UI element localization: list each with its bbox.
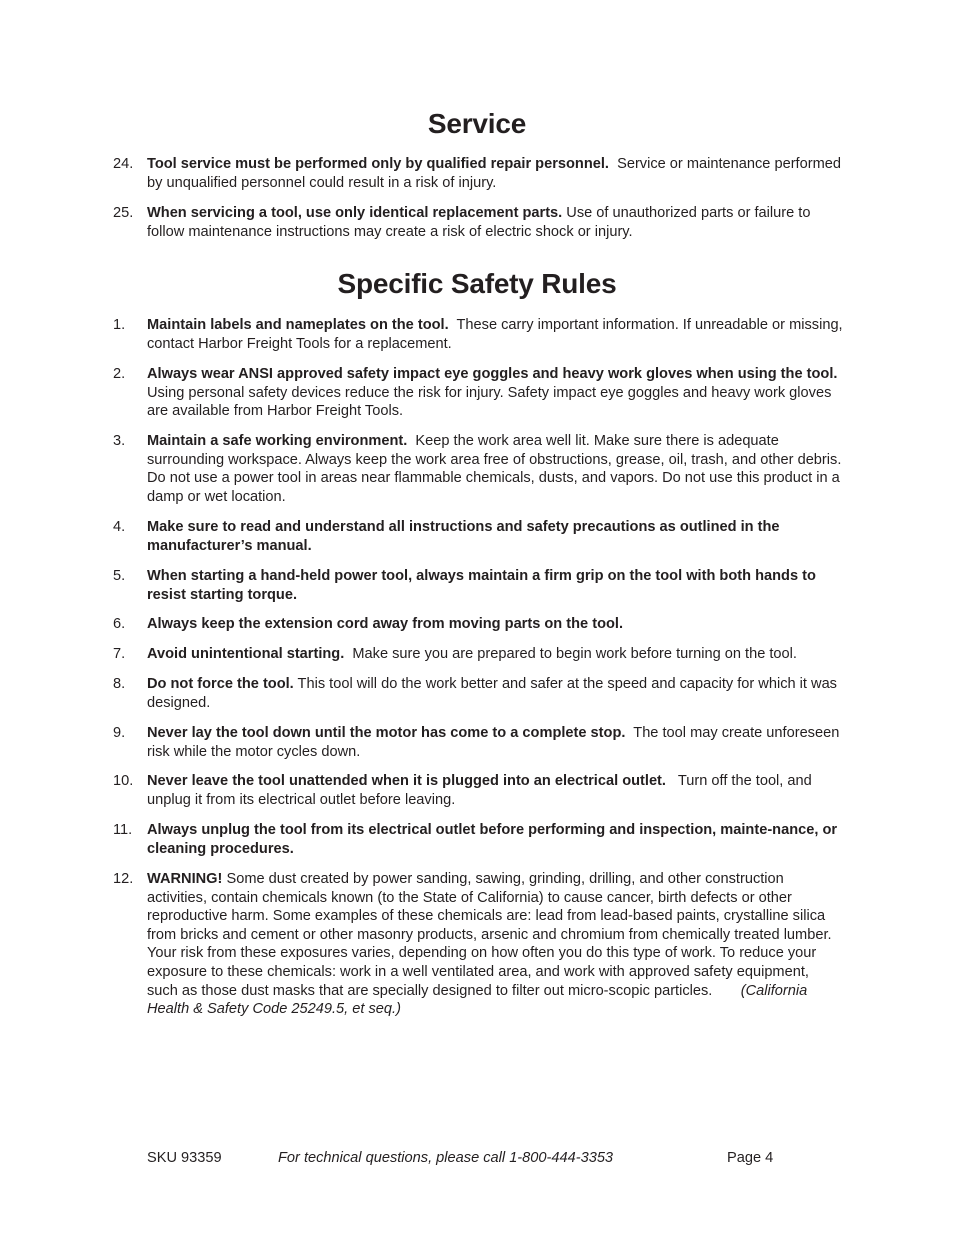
- item-number: 4.: [113, 519, 126, 535]
- item-bold-text: Avoid unintentional starting.: [147, 646, 345, 662]
- item-number: 3.: [113, 433, 126, 449]
- item-text: Use of unauthorized parts or failure to follow maintenance instructions may create a risk of electric shock or injury.: [147, 205, 811, 240]
- safety-item-11: [113, 821, 843, 858]
- footer-page-number: Page 4: [727, 1150, 774, 1166]
- item-number: 2.: [113, 366, 126, 382]
- item-text: Keep the work area well lit. Make sure there is adequate surrounding workspace. Always keep the work area free of obstructions, grease, oil, trash, and other debris. Do not use a power tool in areas near flammable chemicals, dusts, and vapors. Do not use this product in a damp or wet location.: [147, 433, 842, 505]
- item-bold-text: When servicing a tool, use only identical replacement parts.: [147, 205, 563, 221]
- item-bold-text: Always keep the extension cord away from moving parts on the tool.: [147, 616, 624, 632]
- safety-rules-heading: Specific Safety Rules: [337, 268, 617, 299]
- item-number: 12.: [113, 871, 134, 887]
- item-text: This tool will do the work better and safer at the speed and capacity for which it was designed.: [147, 676, 837, 711]
- legal-citation: (California Health & Safety Code 25249.5, et seq.): [147, 982, 808, 1018]
- item-text: Service or maintenance performed by unqualified personnel could result in a risk of injury.: [147, 156, 841, 191]
- item-number: 9.: [113, 725, 126, 741]
- safety-item-4: [113, 518, 843, 555]
- safety-item-2: [113, 365, 843, 421]
- item-number: 11.: [113, 822, 133, 838]
- service-heading: Service: [427, 108, 527, 139]
- item-number: 6.: [113, 616, 126, 632]
- safety-item-5: [113, 567, 843, 604]
- safety-item-8: [113, 675, 843, 712]
- item-bold-text: Never lay the tool down until the motor has come to a complete stop.: [147, 725, 626, 741]
- item-number: 25.: [113, 205, 134, 221]
- item-number: 24.: [113, 156, 134, 172]
- safety-item-10: [113, 772, 843, 809]
- item-bold-text: Make sure to read and understand all instructions and safety precautions as outlined in the manufacturer’s manual.: [147, 519, 780, 554]
- safety-item-6: [113, 615, 843, 634]
- item-bold-text: Never leave the tool unattended when it is plugged into an electrical outlet.: [147, 773, 666, 789]
- item-number: 7.: [113, 646, 126, 662]
- item-text: These carry important information. If unreadable or missing, contact Harbor Freight Tools for a replacement.: [147, 317, 843, 352]
- item-number: 1.: [113, 317, 126, 333]
- item-number: 10.: [113, 773, 134, 789]
- safety-item-3: [113, 432, 843, 506]
- item-text: The tool may create unforeseen risk while the motor cycles down.: [147, 725, 840, 760]
- safety-item-7: [113, 645, 843, 664]
- safety-item-12: [113, 870, 843, 1019]
- item-number: 8.: [113, 676, 126, 692]
- item-bold-text: When starting a hand-held power tool, always maintain a firm grip on the tool with both hands to resist starting torque.: [147, 568, 816, 603]
- footer-sku: SKU 93359: [147, 1150, 222, 1166]
- service-item-24: [113, 155, 843, 192]
- warning-label: WARNING!: [147, 871, 223, 887]
- item-text: Make sure you are prepared to begin work before turning on the tool.: [352, 646, 797, 662]
- item-bold-text: Do not force the tool.: [147, 676, 294, 692]
- item-bold-text: Maintain labels and nameplates on the tool.: [147, 317, 449, 333]
- item-bold-text: Always wear ANSI approved safety impact eye goggles and heavy work gloves when using the tool.: [147, 366, 838, 382]
- safety-item-1: [113, 316, 843, 353]
- item-number: 5.: [113, 568, 126, 584]
- item-text: Turn off the tool, and unplug it from its electrical outlet before leaving.: [147, 773, 812, 808]
- safety-item-9: [113, 724, 843, 761]
- item-text: Some dust created by power sanding, sawing, grinding, drilling, and other construction activities, contain chemicals known (to the State of California) to cause cancer, birth defects or other reproductive harm. Some examples of these chemicals are: lead from lead-based paints, crystalline silica from bricks and cement or other masonry products, arsenic and chromium from chemically treated lumber. Your risk from these exposures varies, depending on how often you do this type of work. To reduce your exposure to these chemicals: work in a well ventilated area, and work with approved safety equipment, such as those dust masks that are specially designed to filter out micro-scopic particles.: [147, 871, 832, 999]
- service-item-25: [113, 204, 843, 241]
- item-bold-text: Always unplug the tool from its electrical outlet before performing and inspection, mainte-nance, or cleaning procedures.: [147, 822, 838, 857]
- footer-tech-support: For technical questions, please call 1-800-444-3353: [278, 1150, 614, 1166]
- item-text: Using personal safety devices reduce the risk for injury. Safety impact eye goggles and heavy work gloves are available from Harbor Freight Tools.: [147, 384, 832, 420]
- item-bold-text: Tool service must be performed only by qualified repair personnel.: [147, 156, 609, 172]
- item-bold-text: Maintain a safe working environment.: [147, 433, 408, 449]
